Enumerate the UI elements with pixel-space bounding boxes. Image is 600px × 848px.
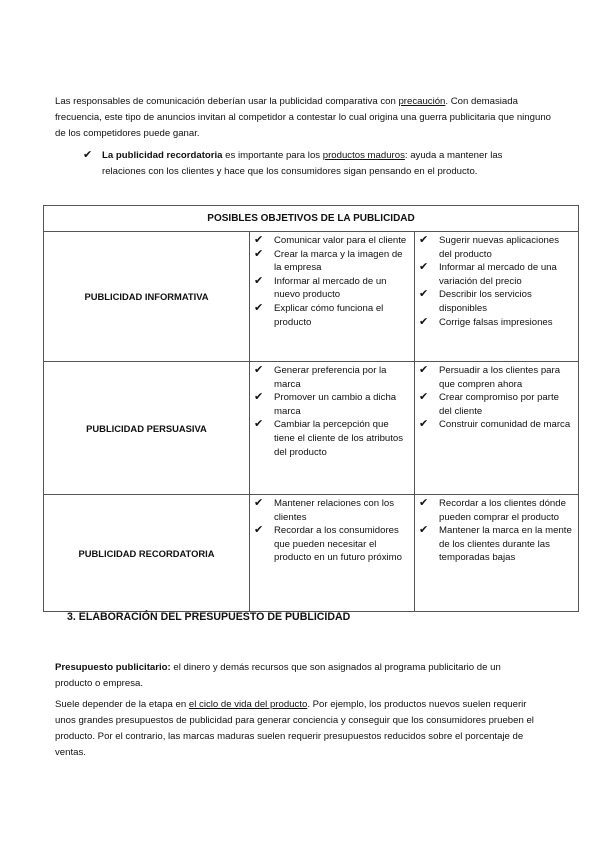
objective-text: Construir comunidad de marca — [439, 419, 571, 431]
check-icon: ✔ — [419, 496, 429, 509]
objective-text: Informar al mercado de una variación del precio — [439, 262, 557, 287]
objective-text: Explicar cómo funciona el producto — [274, 302, 384, 328]
objectives-cell — [415, 232, 579, 362]
bullet-bold-term: La publicidad recordatoria — [102, 150, 223, 161]
intro-underlined-term: precaución — [398, 96, 446, 107]
check-icon: ✔ — [419, 287, 429, 301]
objective-text: Promover un cambio a dicha marca — [274, 392, 397, 417]
table-header-row — [44, 206, 579, 232]
check-icon: ✔ — [254, 390, 264, 404]
objective-item — [250, 497, 410, 524]
check-icon: ✔ — [254, 273, 264, 287]
check-icon: ✔ — [419, 417, 429, 431]
bullet-paragraph — [102, 148, 532, 180]
check-icon: ✔ — [254, 233, 264, 246]
objective-item — [250, 275, 410, 302]
row-label: PUBLICIDAD INFORMATIVA — [44, 232, 250, 362]
check-icon: ✔ — [254, 523, 264, 537]
check-icon: ✔ — [419, 363, 429, 376]
objectives-list — [250, 362, 414, 459]
budget-text: Suele depender de la etapa en — [55, 699, 189, 710]
objective-item — [250, 248, 410, 275]
objective-text: Informar al mercado de un nuevo producto — [274, 275, 387, 301]
objectives-list — [250, 495, 414, 565]
check-icon: ✔ — [254, 300, 264, 314]
objective-text: Mantener la marca en la mente de los clientes durante las temporadas bajas — [439, 525, 572, 564]
objective-text: Sugerir nuevas aplicaciones del producto — [439, 235, 559, 260]
check-icon: ✔ — [254, 246, 264, 260]
section-heading: 3. ELABORACIÓN DEL PRESUPUESTO DE PUBLICIDAD — [67, 611, 351, 623]
definition-text: el dinero y demás recursos que son asignados al programa publicitario de un producto o empresa. — [55, 662, 501, 689]
objective-item — [415, 316, 574, 330]
objectives-list — [415, 232, 578, 329]
objective-item — [415, 261, 574, 288]
objectives-list — [250, 232, 414, 329]
objective-text: Comunicar valor para el cliente — [274, 235, 407, 246]
intro-text-continued: . Con demasiada frecuencia, este tipo de anuncios invitan al competidor a contestar lo cual origina una guerra publicitaria que ninguno de los competidores puede ganar. — [55, 96, 551, 139]
objectives-cell — [250, 495, 415, 612]
objective-text: Crear compromiso por parte del cliente — [439, 392, 559, 417]
objective-item — [250, 302, 410, 329]
definition-term: Presupuesto publicitario: — [55, 662, 171, 673]
check-icon: ✔ — [419, 390, 429, 404]
check-icon: ✔ — [419, 233, 429, 246]
objective-item — [415, 497, 574, 524]
objective-text: Generar preferencia por la marca — [274, 365, 387, 390]
objective-item — [415, 364, 574, 391]
objective-text: Crear la marca y la imagen de la empresa — [274, 248, 403, 274]
objectives-list — [415, 495, 578, 565]
objective-text: Corrige falsas impresiones — [439, 316, 553, 328]
objective-item — [415, 524, 574, 565]
objectives-cell — [250, 232, 415, 362]
row-label: PUBLICIDAD PERSUASIVA — [44, 362, 250, 495]
definition-paragraph — [55, 660, 535, 692]
check-icon: ✔ — [254, 417, 264, 431]
objective-text: Recordar a los clientes dónde pueden comprar el producto — [439, 498, 566, 523]
bullet-text: es importante para los — [222, 150, 323, 161]
objective-item — [250, 234, 410, 248]
budget-underlined-term: el ciclo de vida del producto — [188, 699, 308, 710]
objective-text: Cambiar la percepción que tiene el cliente de los atributos del producto — [274, 419, 404, 458]
objective-text: Describir los servicios disponibles — [439, 289, 532, 314]
objective-item — [415, 418, 574, 432]
objectives-cell — [415, 362, 579, 495]
objective-text: Mantener relaciones con los clientes — [274, 498, 394, 523]
bullet-underlined-term: productos maduros — [322, 150, 405, 161]
budget-text-continued: . Por ejemplo, los productos nuevos suelen requerir unos grandes presupuestos de publicidad para generar conciencia y conseguir que los consumidores prueben el producto. Por el contrario, las marcas maduras suelen requerir presupuestos reducidos sobre el porcentaje de ventas. — [55, 699, 534, 758]
check-icon: ✔ — [254, 363, 264, 376]
check-icon: ✔ — [83, 148, 93, 161]
table-row — [44, 362, 579, 495]
check-icon: ✔ — [419, 260, 429, 274]
intro-text: Las responsables de comunicación deberían usar la publicidad comparativa con — [55, 96, 399, 107]
objectives-table — [43, 205, 579, 612]
table-row — [44, 232, 579, 362]
objective-text: Persuadir a los clientes para que compren ahora — [439, 365, 561, 390]
objective-item — [250, 364, 410, 391]
objective-item — [415, 391, 574, 418]
check-icon: ✔ — [254, 496, 264, 509]
objective-item — [250, 391, 410, 418]
objectives-cell — [250, 362, 415, 495]
table-title: POSIBLES OBJETIVOS DE LA PUBLICIDAD — [44, 206, 579, 232]
table-row — [44, 495, 579, 612]
objectives-list — [415, 362, 578, 432]
objectives-cell — [415, 495, 579, 612]
objective-item — [415, 234, 574, 261]
objective-item — [250, 524, 410, 565]
check-icon: ✔ — [419, 314, 429, 328]
objective-text: Recordar a los consumidores que pueden necesitar el producto en un futuro próximo — [274, 525, 402, 564]
bullet-text-continued: : ayuda a mantener las relaciones con los clientes y hace que los consumidores sigan pensando en el producto. — [102, 150, 503, 177]
row-label: PUBLICIDAD RECORDATORIA — [44, 495, 250, 612]
intro-paragraph — [55, 94, 555, 142]
check-icon: ✔ — [419, 523, 429, 537]
objective-item — [250, 418, 410, 459]
objective-item — [415, 288, 574, 315]
budget-paragraph — [55, 697, 547, 761]
